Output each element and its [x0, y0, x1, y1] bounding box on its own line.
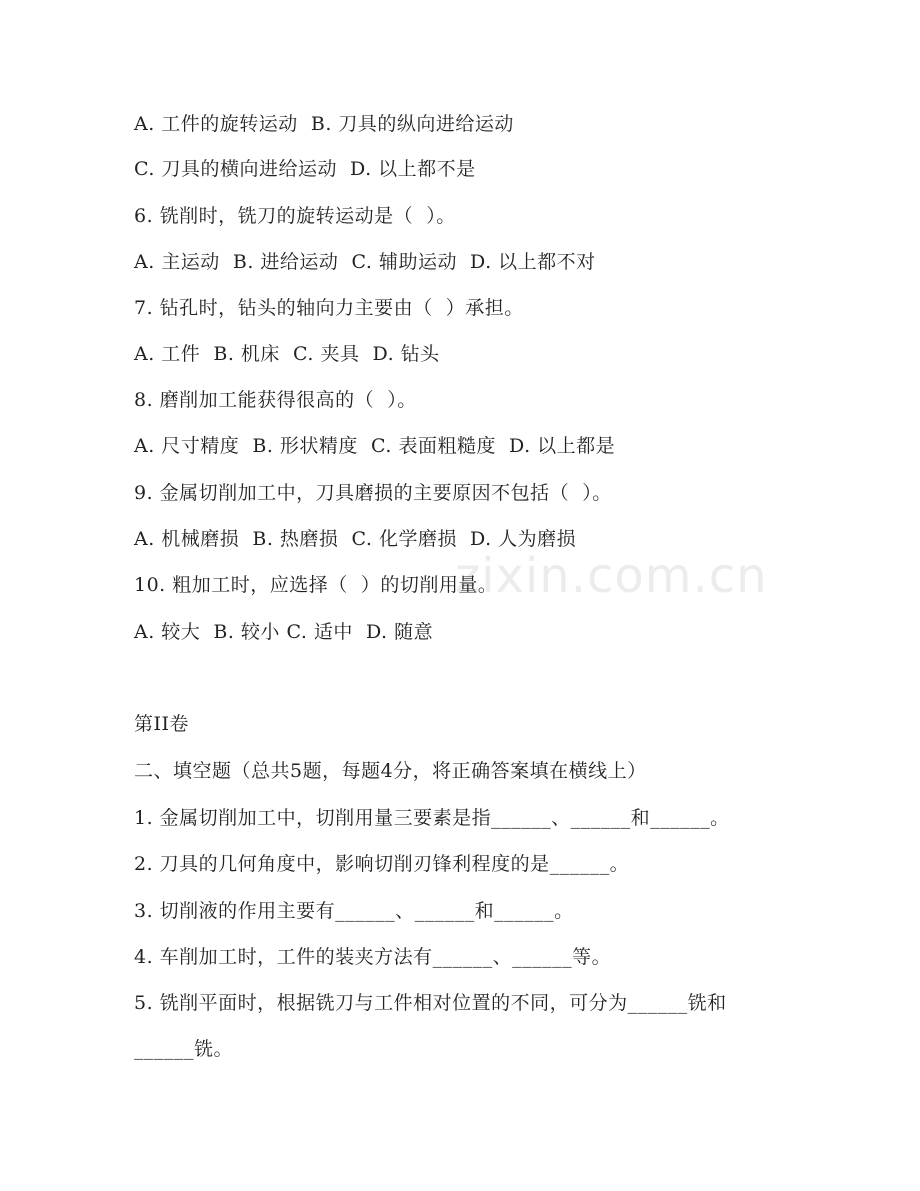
fill-blank-question: 3. 切削液的作用主要有______、______和______。 [134, 900, 574, 922]
option-line: A. 主运动 B. 进给运动 C. 辅助运动 D. 以上都不对 [134, 251, 596, 273]
watermark: zixin.com.cn [455, 548, 768, 604]
question-line: 6. 铣削时，铣刀的旋转运动是（ ）。 [134, 205, 456, 227]
fill-blank-question: 1. 金属切削加工中，切削用量三要素是指______、______和______。 [134, 807, 730, 829]
part-title: 第II卷 [134, 713, 190, 735]
option-line: A. 工件 B. 机床 C. 夹具 D. 钻头 [134, 343, 440, 365]
option-line: A. 较大 B. 较小 C. 适中 D. 随意 [134, 621, 434, 643]
fill-blank-question: 4. 车削加工时，工件的装夹方法有______、______等。 [134, 946, 612, 968]
question-line: 7. 钻孔时，钻头的轴向力主要由（ ）承担。 [134, 297, 524, 319]
fill-blank-question: 5. 铣削平面时，根据铣刀与工件相对位置的不同，可分为______铣和______铣。 [134, 992, 727, 1060]
option-line: A. 尺寸精度 B. 形状精度 C. 表面粗糙度 D. 以上都是 [134, 435, 616, 457]
fill-blank-question: 2. 刀具的几何角度中，影响切削刃锋利程度的是______。 [134, 853, 630, 875]
question-line: 8. 磨削加工能获得很高的（ ）。 [134, 389, 417, 411]
option-line: C. 刀具的横向进给运动 D. 以上都不是 [134, 158, 476, 180]
option-line: A. 机械磨损 B. 热磨损 C. 化学磨损 D. 人为磨损 [134, 528, 577, 550]
option-line: A. 工件的旋转运动 B. 刀具的纵向进给运动 [134, 113, 514, 135]
question-line: 10. 粗加工时，应选择（ ）的切削用量。 [134, 574, 498, 596]
section-heading: 二、填空题（总共5题，每题4分，将正确答案填在横线上） [134, 760, 647, 782]
question-line: 9. 金属切削加工中，刀具磨损的主要原因不包括（ ）。 [134, 482, 612, 504]
